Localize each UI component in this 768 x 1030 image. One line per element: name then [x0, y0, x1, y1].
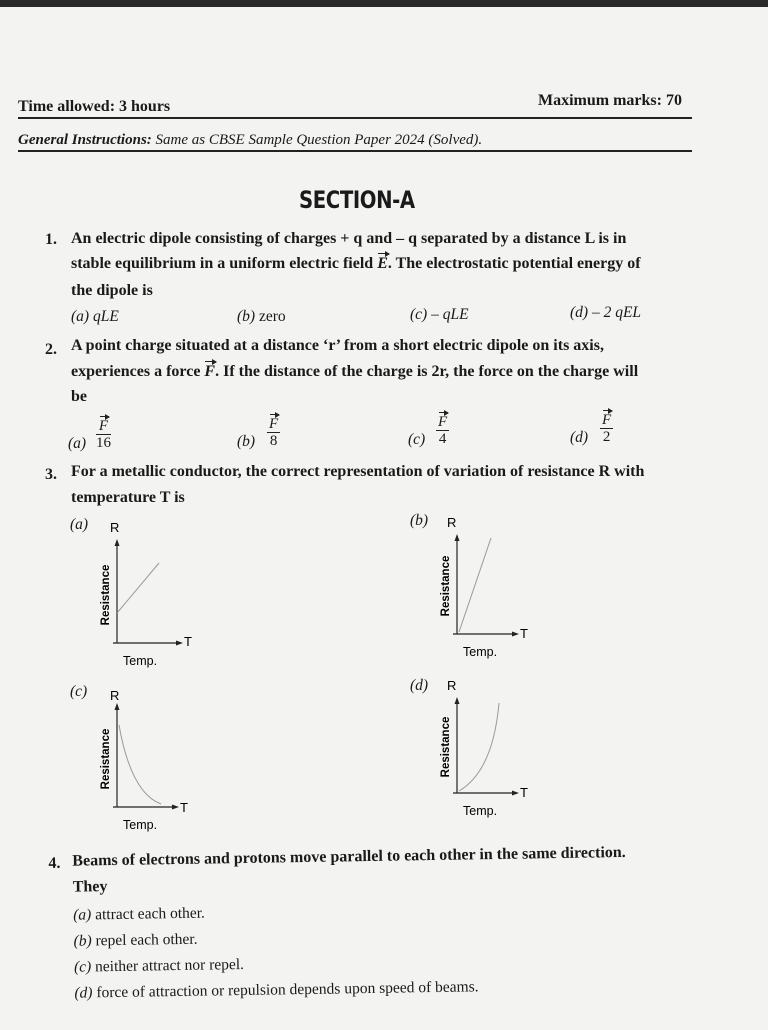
vector-e-symbol: E: [377, 255, 388, 272]
q2-line3: be: [71, 388, 87, 405]
graph-d-label: (d): [410, 677, 429, 694]
q2-option-a-label: (a): [68, 435, 87, 452]
section-title: SECTION-A: [299, 186, 415, 214]
graph-c-label: (c): [70, 683, 88, 700]
graph-b-label: (b): [410, 512, 429, 529]
q1-option-b: (b) zero: [237, 308, 286, 325]
q1-option-d: (d) – 2 qEL: [570, 304, 642, 321]
q1-line2-end: . The electrostatic potential energy of: [387, 255, 641, 272]
q2-option-d-label: (d): [570, 429, 589, 446]
q1-option-a: (a) qLE: [71, 308, 119, 325]
q2-option-b-fraction: $\frac{F}{8}$: [269, 416, 279, 449]
q2-option-c-label: (c): [408, 431, 426, 448]
q4-option-d: (d) force of attraction or repulsion depends upon speed of beams.: [74, 978, 479, 1002]
graph-c-x-title: Temp.: [123, 818, 158, 832]
q4-option-b: (b) repel each other.: [73, 930, 198, 950]
vector-f-symbol: F: [204, 363, 216, 380]
q2-option-b-label: (b): [237, 433, 256, 450]
q1-number: 1.: [45, 231, 57, 248]
graph-d-r-label: R: [447, 678, 457, 693]
q2-option-a-fraction: $\frac{F}{16}$: [96, 418, 111, 451]
q2-line1: A point charge situated at a distance ‘r’ from a short electric dipole on its axis,: [71, 337, 604, 354]
instructions-text: Same as CBSE Sample Question Paper 2024 (Solved).: [155, 132, 483, 148]
graph-a-t-label: T: [184, 634, 192, 649]
q4-number: 4.: [48, 854, 61, 873]
graph-b-t-label: T: [520, 626, 528, 641]
graph-a-r-label: R: [110, 520, 120, 535]
graph-d-t-label: T: [520, 785, 528, 800]
q2-option-c-fraction: $\frac{F}{4}$: [438, 414, 448, 447]
q2-line2-start: experiences a force: [71, 363, 205, 380]
q4-option-a: (a) attract each other.: [73, 904, 206, 924]
instructions-label: General Instructions:: [18, 132, 152, 148]
q1-line3: the dipole is: [71, 282, 153, 299]
graph-a-x-title: Temp.: [123, 654, 158, 668]
q4-line2: They: [72, 878, 108, 896]
graph-b-r-label: R: [447, 515, 457, 530]
q3-number: 3.: [45, 466, 57, 483]
q3-line2: temperature T is: [71, 489, 185, 506]
graph-c-y-title: Resistance: [100, 728, 112, 790]
graph-c-r-label: R: [110, 688, 120, 703]
q2-line2-end: . If the distance of the charge is 2r, the force on the charge will: [215, 363, 639, 380]
q2-option-d-fraction: $\frac{F}{2}$: [602, 412, 612, 445]
graph-b-x-title: Temp.: [463, 645, 498, 659]
maximum-marks: Maximum marks: 70: [538, 92, 682, 109]
q1-option-c: (c) – qLE: [410, 306, 469, 323]
q4-line1: Beams of electrons and protons move parallel to each other in the same direction.: [72, 843, 626, 870]
graph-a-label: (a): [70, 516, 89, 533]
time-allowed: Time allowed: 3 hours: [18, 98, 171, 115]
graph-d-x-title: Temp.: [463, 804, 498, 818]
q4-option-c: (c) neither attract nor repel.: [73, 955, 245, 976]
graph-b-y-title: Resistance: [440, 555, 452, 617]
q1-line1: An electric dipole consisting of charges + q and – q separated by a distance L is in: [71, 230, 627, 247]
q1-line2-start: stable equilibrium in a uniform electric field: [71, 255, 378, 272]
graph-d-y-title: Resistance: [440, 716, 452, 778]
graph-c-t-label: T: [180, 800, 188, 815]
graph-a-y-title: Resistance: [100, 564, 112, 626]
q2-number: 2.: [45, 341, 57, 358]
q3-line1: For a metallic conductor, the correct representation of variation of resistance R with: [71, 463, 645, 480]
